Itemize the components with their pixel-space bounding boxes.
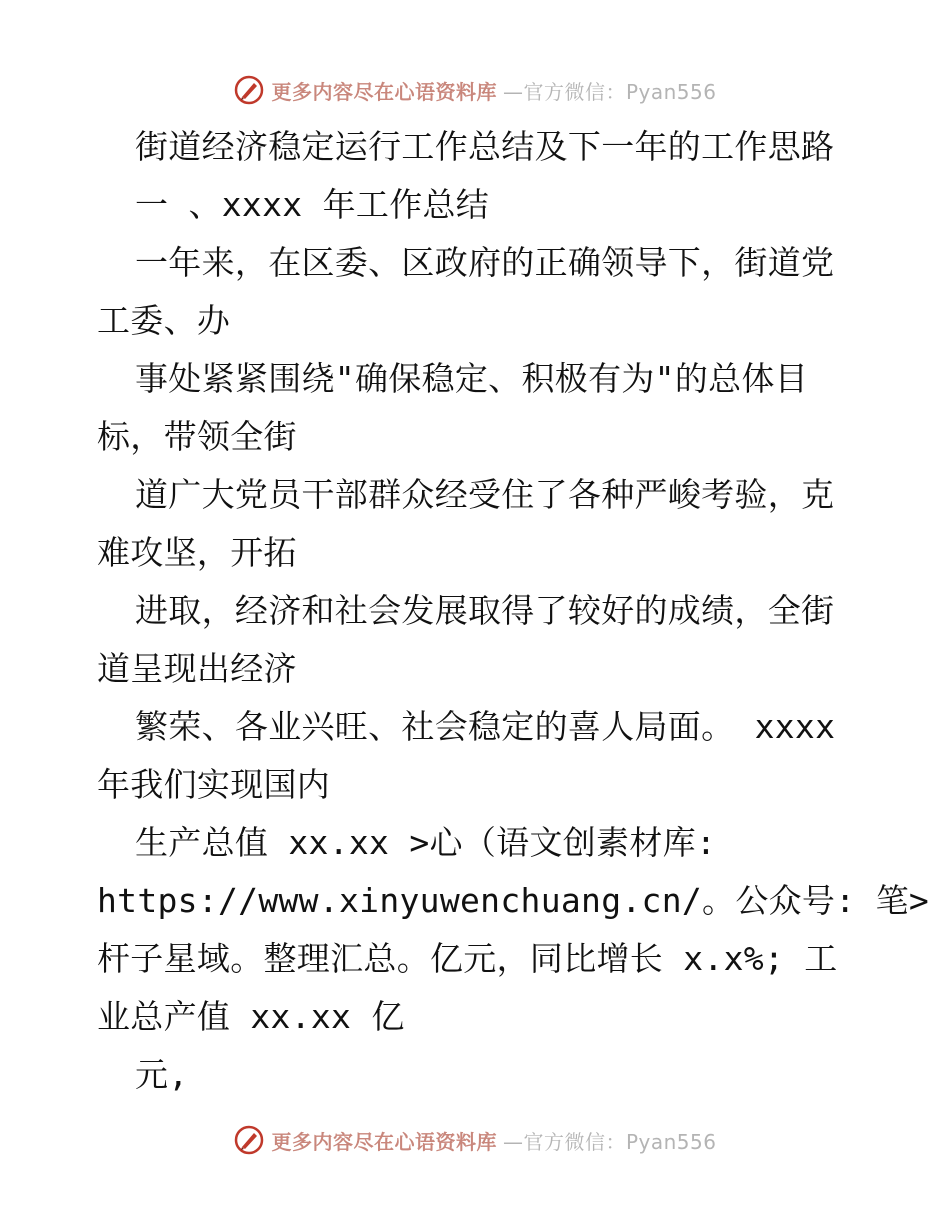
paragraph-line: 标，带领全街 (97, 417, 297, 456)
paragraph-line: 生产总值 xx.xx >心（语文创素材库: (135, 823, 717, 862)
header-banner-lead: 更多内容尽在心语资料库 (271, 79, 497, 104)
footer-banner-tail: —官方微信：Pyan556 (502, 1129, 717, 1154)
section-heading: 一 、xxxx 年工作总结 (135, 185, 490, 224)
paragraph-line: 事处紧紧围绕"确保稳定、积极有为"的总体目 (135, 359, 809, 398)
paragraph-line: 一年来，在区委、区政府的正确领导下，街道党 (135, 243, 835, 282)
paragraph-line: 年我们实现国内 (97, 765, 331, 804)
footer-banner-lead: 更多内容尽在心语资料库 (271, 1129, 497, 1154)
header-banner-content (233, 74, 716, 106)
footer-banner-content (233, 1124, 716, 1156)
header-banner-tail: —官方微信：Pyan556 (502, 79, 717, 104)
paragraph-line: 繁荣、各业兴旺、社会稳定的喜人局面。 xxxx (135, 707, 836, 746)
header-banner (0, 70, 950, 110)
paragraph-line: 杆子星域。整理汇总。亿元，同比增长 x.x%; 工 (97, 939, 838, 978)
paragraph-line: 业总产值 xx.xx 亿 (97, 997, 405, 1036)
document-title: 街道经济稳定运行工作总结及下一年的工作思路 (135, 127, 835, 166)
paragraph-line: 元, (135, 1055, 189, 1094)
document-body (97, 118, 930, 1104)
pen-logo-icon (233, 74, 265, 106)
paragraph-line: 进取，经济和社会发展取得了较好的成绩，全街 (135, 591, 835, 630)
paragraph-line: 工委、办 (97, 301, 231, 340)
paragraph-line: 道广大党员干部群众经受住了各种严峻考验，克 (135, 475, 835, 514)
paragraph-line: 道呈现出经济 (97, 649, 297, 688)
footer-banner (0, 1120, 950, 1160)
paragraph-line: 难攻坚，开拓 (97, 533, 297, 572)
paragraph-line: https://www.xinyuwenchuang.cn/。公众号: 笔> (97, 881, 930, 920)
pen-logo-icon (233, 1124, 265, 1156)
